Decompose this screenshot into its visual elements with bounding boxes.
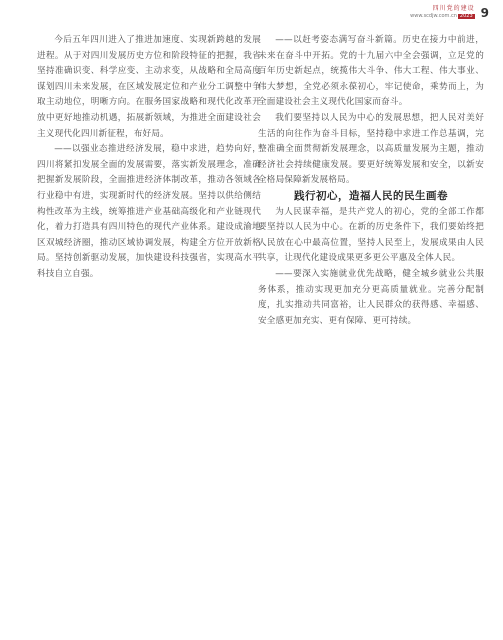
magazine-name: 四川党的建设 bbox=[432, 5, 475, 12]
masthead bbox=[410, 6, 474, 19]
left-column bbox=[37, 33, 261, 283]
paragraph: 我们要坚持以人民为中心的发展思想，把人民对美好生活的向往作为奋斗目标，坚持稳中求进工作总基调，完整准确全面贯彻新发展理念，以高质量发展为主题，推动经济社会持续健康发展。要更好统筹发展和安全，以新安全格局保障新发展格局。 bbox=[258, 112, 484, 186]
issue-badge: 2023 bbox=[459, 13, 473, 19]
paragraph: 今后五年四川进入了推进加速度、实现新跨越的发展进程。从于对四川发展历史方位和阶段特征的把握，我省坚持准确识变、科学应变、主动求变，从战略和全局高度谋划四川未来发展，在区域发展定位和产业分工调整中争取主动地位，明晰方向。在服务国家战略和现代化改革开放中更好地推动机遇，拓展新领域，为推进全面建设社会主义现代化四川新征程，布好局。 bbox=[37, 35, 261, 139]
section-heading: 践行初心，造福人民的民生画卷 bbox=[294, 189, 448, 202]
paragraph: ——以赶考姿态满写奋斗新篇。历史在接力中前进，未来在奋斗中开拓。党的十九届六中全会强调，立足党的百年历史新起点，统揽伟大斗争、伟大工程、伟大事业、伟大梦想，全党必须永葆初心，牢记使命，乘势而上，为全面建设社会主义现代化国家而奋斗。 bbox=[258, 35, 484, 108]
page-header bbox=[410, 6, 489, 20]
page-number: 9 bbox=[480, 6, 489, 20]
paragraph: ——要深入实施就业优先战略，健全城乡就业公共服务体系，推动实现更加充分更高质量就业。完善分配制度，扎实推动共同富裕，让人民群众的获得感、幸福感、安全感更加充实、更有保障、更可持续。 bbox=[258, 268, 484, 326]
paragraph: 为人民谋幸福，是共产党人的初心，党的全部工作都要坚持以人民为中心。在新的历史条件下，我们要始终把人民放在心中最高位置，坚持人民至上，发展成果由人民共享，让现代化建设成果更多更公平惠及全体人民。 bbox=[258, 206, 484, 264]
website-url: www.scdjw.com.cn 2023 bbox=[410, 13, 473, 19]
paragraph: ——以强业态推进经济发展，稳中求进，趋势向好，四川将紧扣发展全面的发展需要，落实新发展理念，准确把握新发展阶段，全面推进经济体制改革，推动各领域各行业稳中有进，实现新时代的经济发展。坚持以供给侧结构性改革为主线，统筹推进产业基础高级化和产业链现代化，着力打造具有四川特色的现代产业体系。建设成渝地区双城经济圈，推动区域协调发展，构建全方位开放新格局。坚持创新驱动发展，加快建设科技强省，实现高水平科技自立自强。 bbox=[37, 144, 261, 279]
right-column bbox=[258, 33, 484, 329]
